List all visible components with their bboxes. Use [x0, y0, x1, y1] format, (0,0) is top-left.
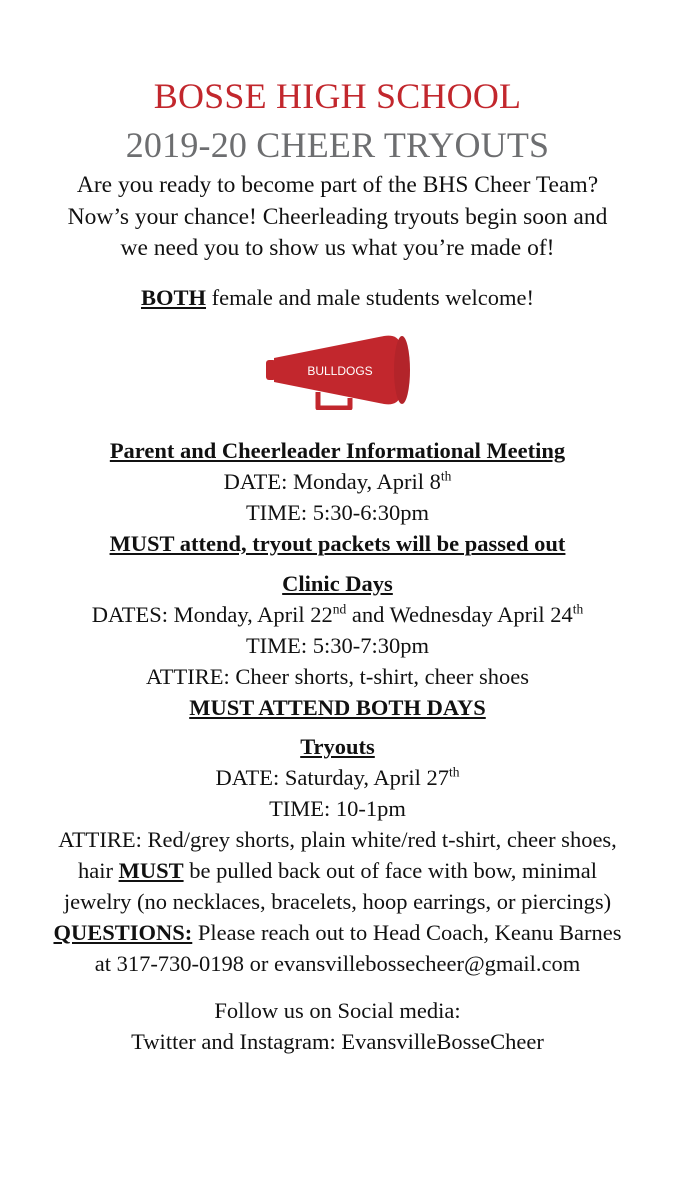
- welcome-emphasis: BOTH: [140, 285, 207, 310]
- meeting-heading: Parent and Cheerleader Informational Meeting: [109, 438, 566, 463]
- school-title: BOSSE HIGH SCHOOL: [153, 76, 522, 116]
- questions-label: QUESTIONS:: [53, 920, 193, 945]
- intro-line: Now’s your chance! Cheerleading tryouts begin soon and: [67, 203, 608, 230]
- tryouts-time: TIME: 10-1pm: [269, 796, 406, 821]
- meeting-note: MUST attend, tryout packets will be passed out: [109, 531, 566, 556]
- tryouts-section: [0, 731, 675, 917]
- clinic-dates: DATES: Monday, April 22nd and Wednesday April 24th: [91, 601, 584, 627]
- questions-section: [0, 917, 675, 979]
- social-line-1: Follow us on Social media:: [214, 998, 461, 1023]
- tryouts-date: DATE: Saturday, April 27th: [215, 764, 460, 790]
- intro-paragraph: [0, 170, 675, 265]
- intro-line: Are you ready to become part of the BHS Cheer Team?: [76, 172, 599, 198]
- clinic-section: [0, 568, 675, 723]
- questions-line-1: QUESTIONS: Please reach out to Head Coach, Keanu Barnes: [53, 920, 622, 945]
- clinic-attire: ATTIRE: Cheer shorts, t-shirt, cheer shoes: [145, 664, 530, 689]
- meeting-date: DATE: Monday, April 8th: [223, 468, 452, 494]
- contact-info: at 317-730-0198 or evansvillebossecheer@gmail.com: [94, 951, 581, 976]
- clinic-note: MUST ATTEND BOTH DAYS: [189, 695, 486, 720]
- meeting-time: TIME: 5:30-6:30pm: [245, 500, 430, 525]
- intro-line: we need you to show us what you’re made of!: [120, 235, 555, 261]
- tryouts-attire-3: jewelry (no necklaces, bracelets, hoop earrings, or piercings): [63, 889, 612, 914]
- logo-label: BULLDOGS: [307, 364, 373, 378]
- tryouts-attire-1: ATTIRE: Red/grey shorts, plain white/red t-shirt, cheer shoes,: [58, 827, 617, 852]
- megaphone-icon: [264, 332, 414, 410]
- social-section: [0, 995, 675, 1057]
- tryouts-attire-2: hair MUST be pulled back out of face with bow, minimal: [77, 858, 598, 883]
- social-handle: Twitter and Instagram: EvansvilleBosseCheer: [131, 1029, 544, 1054]
- tryouts-heading: Tryouts: [300, 734, 375, 759]
- welcome-line: [0, 282, 675, 313]
- event-title: 2019-20 CHEER TRYOUTS: [125, 125, 550, 165]
- meeting-section: [0, 435, 675, 559]
- clinic-heading: Clinic Days: [282, 571, 393, 596]
- welcome-text: female and male students welcome!: [206, 285, 535, 310]
- clinic-time: TIME: 5:30-7:30pm: [245, 633, 430, 658]
